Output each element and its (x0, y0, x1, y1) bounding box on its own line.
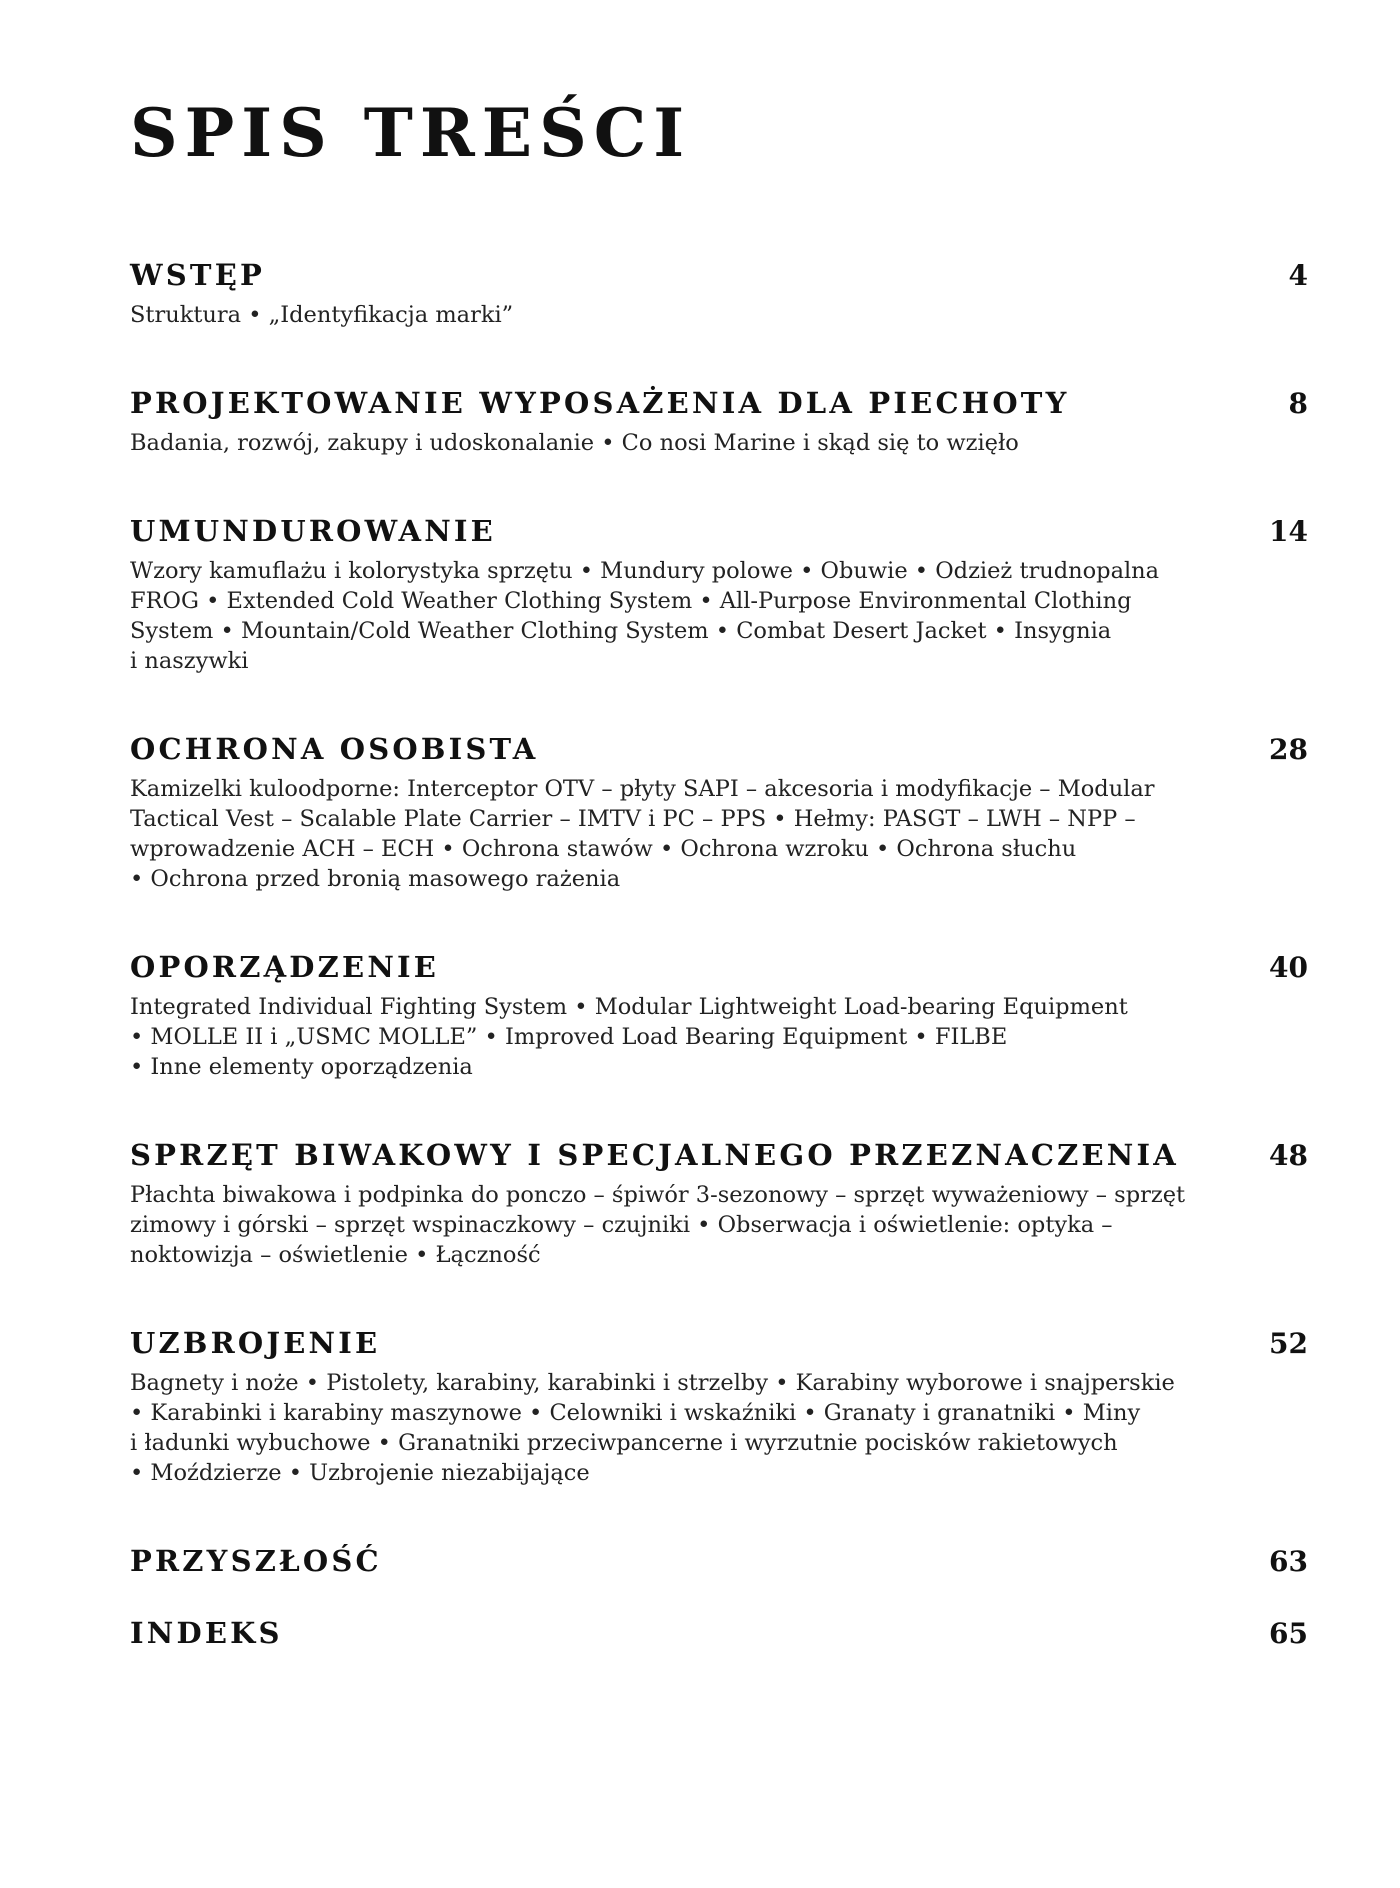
toc-entry-page-number: 28 (1269, 733, 1308, 766)
toc-entry-description: Integrated Individual Fighting System • Modular Lightweight Load-bearing Equipment • MOLLE II i „USMC MOLLE” • Improved Load Bearing Equipment • FILBE • Inne elementy oporządzenia (130, 994, 1128, 1080)
toc-entry-title: SPRZĘT BIWAKOWY I SPECJALNEGO PRZEZNACZENIA (130, 1138, 1179, 1172)
toc-entry-projektowanie[interactable] (130, 386, 1308, 458)
toc-entry-page-number: 8 (1288, 387, 1308, 420)
table-of-contents (130, 258, 1308, 1650)
toc-entry-indeks[interactable] (130, 1616, 1308, 1650)
toc-entry-title: UZBROJENIE (130, 1326, 381, 1360)
toc-entry-title: WSTĘP (130, 258, 266, 292)
toc-entry-description: Wzory kamuflażu i kolorystyka sprzętu • Mundury polowe • Obuwie • Odzież trudnopalna FROG • Extended Cold Weather Clothing System • All-Purpose Environmental Clothing System • Mountain/Cold Weather Clothing System • Combat Desert Jacket • Insygnia i naszywki (130, 558, 1160, 674)
toc-entry-title: UMUNDUROWANIE (130, 514, 496, 548)
toc-entry-description: Kamizelki kuloodporne: Interceptor OTV – płyty SAPI – akcesoria i modyfikacje – Modular Tactical Vest – Scalable Plate Carrier – IMTV i PC – PPS • Hełmy: PASGT – LWH – NPP – wprowadzenie ACH – ECH • Ochrona stawów • Ochrona wzroku • Ochrona słuchu • Ochrona przed bronią masowego rażenia (130, 776, 1155, 892)
toc-entry-umundurowanie[interactable] (130, 514, 1308, 676)
toc-entry-page-number: 40 (1269, 951, 1308, 984)
toc-entry-przyszlosc[interactable] (130, 1544, 1308, 1578)
toc-entry-oporzadzenie[interactable] (130, 950, 1308, 1082)
toc-entry-description: Badania, rozwój, zakupy i udoskonalanie • Co nosi Marine i skąd się to wzięło (130, 430, 1019, 456)
toc-entry-description: Płachta biwakowa i podpinka do ponczo – śpiwór 3-sezonowy – sprzęt wyważeniowy – sprzęt zimowy i górski – sprzęt wspinaczkowy – czujniki • Obserwacja i oświetlenie: optyka – noktowizja – oświetlenie • Łączność (130, 1182, 1186, 1268)
toc-entry-title: PROJEKTOWANIE WYPOSAŻENIA DLA PIECHOTY (130, 386, 1070, 420)
toc-entry-title: OCHRONA OSOBISTA (130, 732, 539, 766)
toc-entry-uzbrojenie[interactable] (130, 1326, 1308, 1488)
toc-entry-page-number: 63 (1269, 1545, 1308, 1578)
toc-entry-description: Struktura • „Identyfikacja marki” (130, 302, 514, 328)
toc-entry-wstep[interactable] (130, 258, 1308, 330)
toc-entry-page-number: 48 (1269, 1139, 1308, 1172)
toc-entry-page-number: 4 (1288, 259, 1308, 292)
toc-entry-page-number: 52 (1269, 1327, 1308, 1360)
toc-entry-title: INDEKS (130, 1616, 283, 1650)
toc-entry-ochrona-osobista[interactable] (130, 732, 1308, 894)
toc-entry-title: PRZYSZŁOŚĆ (130, 1544, 382, 1578)
page-title: SPIS TREŚCI (130, 94, 692, 172)
toc-entry-page-number: 14 (1269, 515, 1308, 548)
toc-entry-description: Bagnety i noże • Pistolety, karabiny, karabinki i strzelby • Karabiny wyborowe i snajperskie • Karabinki i karabiny maszynowe • Celowniki i wskaźniki • Granaty i granatniki • Miny i ładunki wybuchowe • Granatniki przeciwpancerne i wyrzutnie pocisków rakietowych • Moździerze • Uzbrojenie niezabijające (130, 1370, 1175, 1486)
toc-entry-sprzet-biwakowy[interactable] (130, 1138, 1308, 1270)
toc-entry-title: OPORZĄDZENIE (130, 950, 440, 984)
toc-entry-page-number: 65 (1269, 1617, 1308, 1650)
